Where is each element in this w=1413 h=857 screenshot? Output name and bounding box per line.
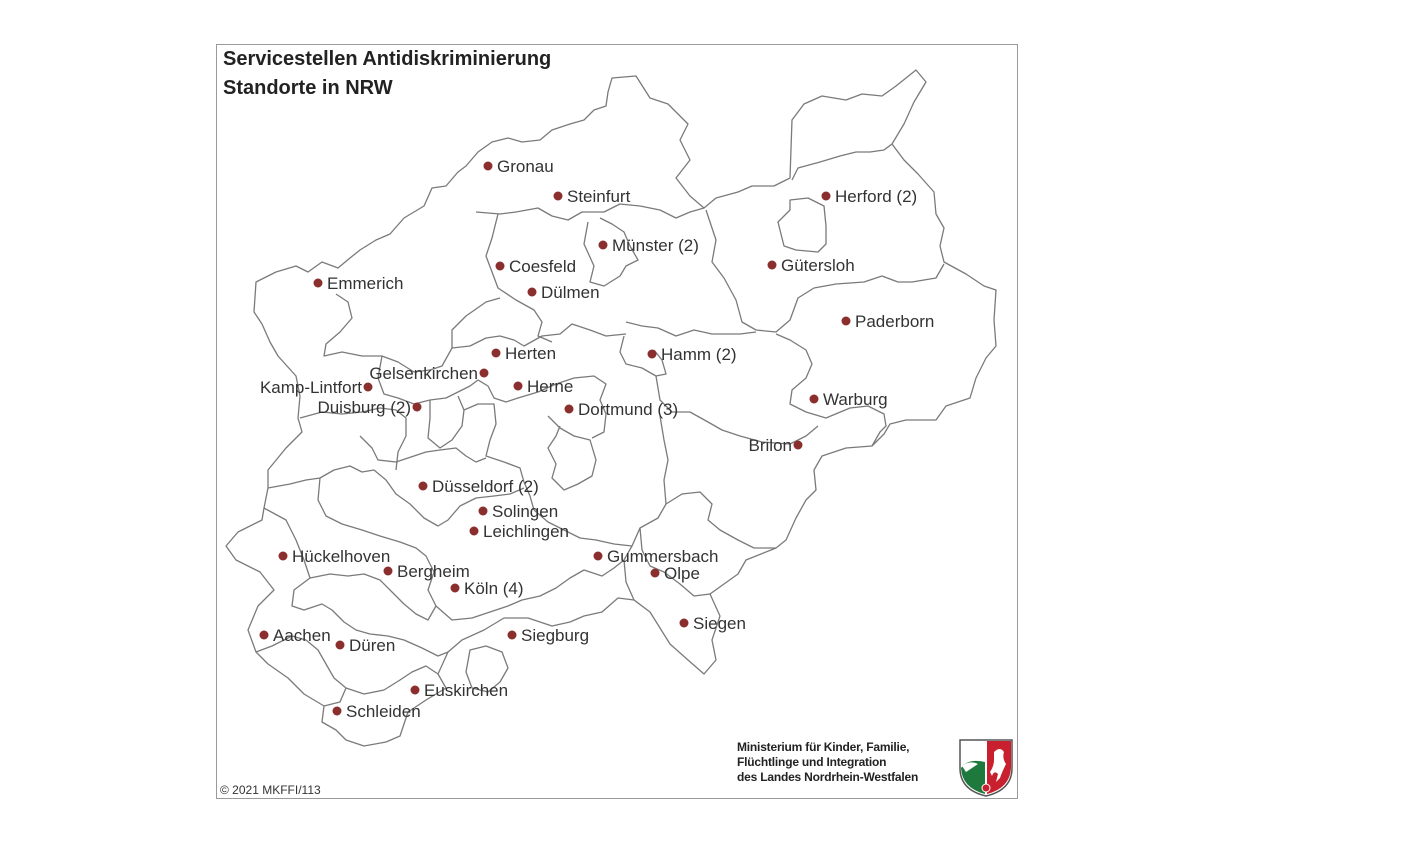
location-label: Gütersloh	[781, 256, 855, 275]
nrw-coat-of-arms-icon	[958, 738, 1014, 798]
district-border	[268, 466, 524, 526]
location-marker	[508, 631, 517, 640]
location-label: Solingen	[492, 502, 559, 521]
location-label: Gronau	[497, 157, 554, 176]
location-label: Gelsenkirchen	[369, 364, 478, 383]
location-label: Herten	[505, 344, 557, 363]
district-border	[486, 214, 552, 342]
location-label: Duisburg (2)	[317, 398, 411, 417]
ministry-name-line-2: Flüchtlinge und Integration	[737, 755, 887, 769]
district-border	[624, 560, 634, 600]
location-label: Düsseldorf (2)	[432, 477, 539, 496]
district-border	[792, 144, 892, 180]
location-marker	[279, 552, 288, 561]
district-border	[656, 376, 818, 444]
district-border	[360, 436, 486, 462]
ministry-name-line-1: Ministerium für Kinder, Familie,	[737, 740, 910, 754]
location-marker	[260, 631, 269, 640]
location-label: Leichlingen	[483, 522, 570, 541]
location-marker	[528, 288, 537, 297]
location-marker	[413, 403, 422, 412]
ministry-name-line-3: des Landes Nordrhein-Westfalen	[737, 770, 919, 784]
location-marker	[594, 552, 603, 561]
district-border	[778, 198, 826, 252]
district-border	[626, 322, 756, 336]
location-label: Siegen	[693, 614, 746, 633]
map-title: Servicestellen Antidiskriminierung	[223, 48, 552, 70]
location-marker	[364, 383, 373, 392]
location-label: Gummersbach	[607, 547, 719, 566]
location-label: Hückelhoven	[292, 547, 391, 566]
location-label: Emmerich	[327, 274, 404, 293]
location-label: Münster (2)	[612, 236, 699, 255]
location-label: Hamm (2)	[661, 345, 737, 364]
location-label: Siegburg	[521, 626, 590, 645]
location-marker	[565, 405, 574, 414]
location-marker	[822, 192, 831, 201]
location-marker	[411, 686, 420, 695]
location-label: Düren	[349, 636, 396, 655]
location-marker	[496, 262, 505, 271]
copyright-notice: © 2021 MKFFI/113	[220, 783, 321, 797]
location-label: Herford (2)	[835, 187, 918, 206]
location-label: Dortmund (3)	[578, 400, 679, 419]
location-marker	[451, 584, 460, 593]
location-label: Warburg	[823, 390, 888, 409]
location-marker	[314, 279, 323, 288]
location-marker	[554, 192, 563, 201]
location-label: Schleiden	[346, 702, 421, 721]
location-label: Bergheim	[397, 562, 470, 581]
location-label: Herne	[527, 377, 574, 396]
location-markers	[260, 157, 935, 721]
district-border	[666, 492, 776, 548]
location-label: Aachen	[273, 626, 331, 645]
location-marker	[842, 317, 851, 326]
location-label: Paderborn	[855, 312, 935, 331]
district-border	[476, 204, 704, 220]
location-marker	[651, 569, 660, 578]
district-border	[428, 396, 464, 448]
district-border	[324, 294, 500, 372]
location-marker	[514, 382, 523, 391]
location-marker	[680, 619, 689, 628]
location-label: Olpe	[664, 564, 700, 583]
location-marker	[419, 482, 428, 491]
location-marker	[492, 349, 501, 358]
location-marker	[810, 395, 819, 404]
location-label: Coesfeld	[509, 257, 577, 276]
district-border	[548, 416, 596, 490]
location-marker	[384, 567, 393, 576]
location-marker	[484, 162, 493, 171]
location-label: Kamp-Lintfort	[259, 378, 362, 397]
district-border	[256, 636, 346, 706]
district-border	[620, 336, 666, 376]
location-marker	[480, 369, 489, 378]
location-marker	[470, 527, 479, 536]
location-marker	[768, 261, 777, 270]
location-label: Köln (4)	[464, 579, 524, 598]
location-marker	[479, 507, 488, 516]
location-label: Steinfurt	[567, 187, 631, 206]
location-marker	[648, 350, 657, 359]
location-marker	[794, 441, 803, 450]
district-border	[660, 416, 668, 480]
location-label: Dülmen	[541, 283, 600, 302]
location-marker	[333, 707, 342, 716]
location-marker	[336, 641, 345, 650]
map-subtitle: Standorte in NRW	[223, 77, 393, 99]
location-label: Brilon	[748, 436, 792, 455]
location-label: Euskirchen	[424, 681, 509, 700]
location-marker	[599, 241, 608, 250]
